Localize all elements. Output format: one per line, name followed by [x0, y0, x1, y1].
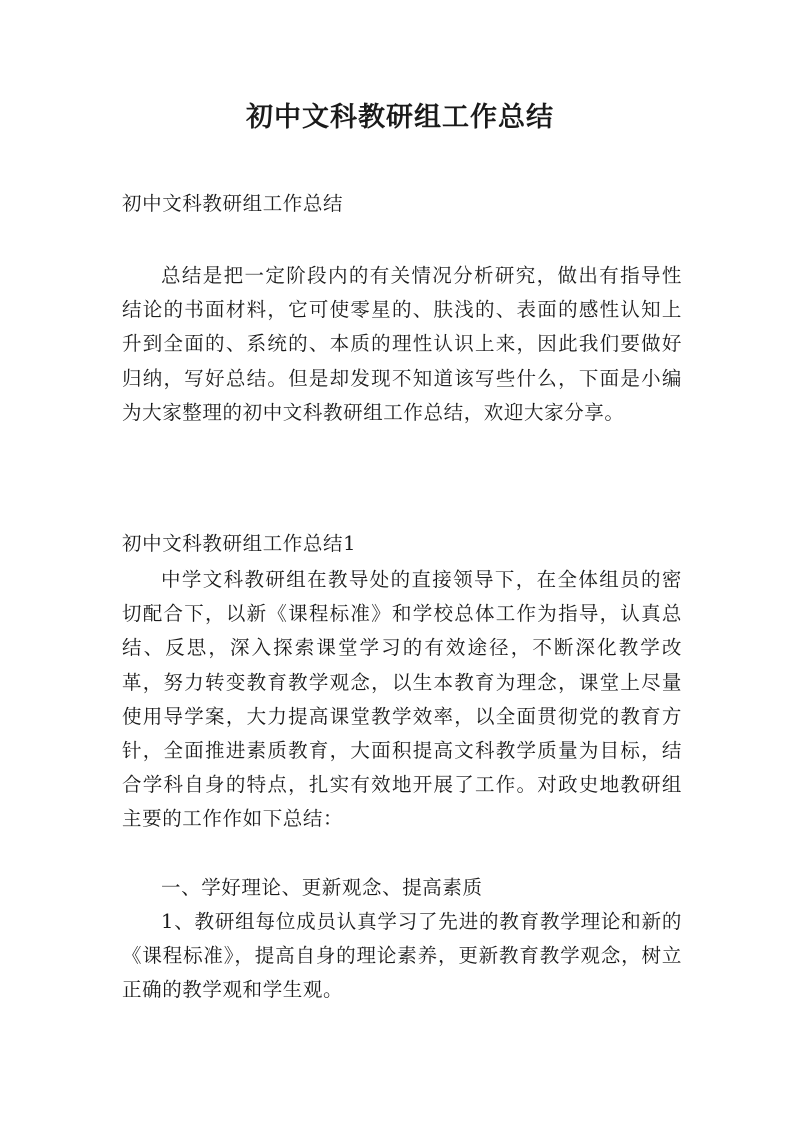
document-subtitle: 初中文科教研组工作总结 — [122, 192, 344, 215]
section-heading: 初中文科教研组工作总结1 — [122, 532, 357, 555]
item-1-paragraph: 1、教研组每位成员认真学习了先进的教育教学理论和新的《课程标准》，提高自身的理论素养，更新教育教学观念，树立正确的教学观和学生观。 — [122, 910, 682, 1002]
section-body-paragraph: 中学文科教研组在教导处的直接领导下，在全体组员的密切配合下，以新《课程标准》和学校总体工作为指导，认真总结、反思，深入探索课堂学习的有效途径，不断深化教学改革，努力转变教育教学观念，以生本教育为理念，课堂上尽量使用导学案，大力提高课堂教学效率，以全面贯彻党的教育方针，全面推进素质教育，大面积提高文科教学质量为目标，结合学科自身的特点，扎实有效地开展了工作。对政史地教研组主要的工作作如下总结： — [122, 568, 682, 831]
document-title: 初中文科教研组工作总结 — [246, 102, 554, 133]
subheading-1: 一、学好理论、更新观念、提高素质 — [161, 876, 483, 899]
intro-paragraph: 总结是把一定阶段内的有关情况分析研究，做出有指导性结论的书面材料，它可使零星的、肤浅的、表面的感性认知上升到全面的、系统的、本质的理性认识上来，因此我们要做好归纳，写好总结。但是却发现不知道该写些什么，下面是小编为大家整理的初中文科教研组工作总结，欢迎大家分享。 — [122, 264, 682, 424]
